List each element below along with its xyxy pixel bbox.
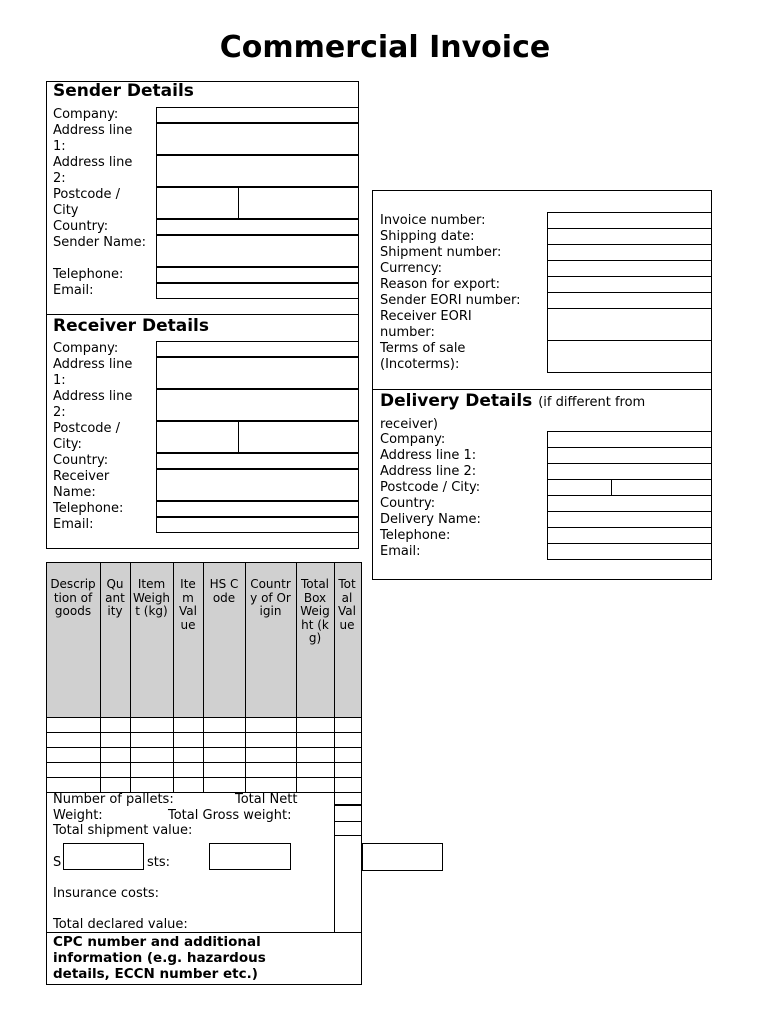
col-header-item-value: Item Value (179, 578, 197, 632)
total-gross-weight-field[interactable] (334, 805, 362, 822)
delivery-city-field[interactable] (611, 479, 712, 496)
receiver-company-field[interactable] (156, 341, 359, 357)
receiver-email-label: Email: (53, 517, 94, 532)
invoice-number-label: Invoice number: (380, 213, 486, 228)
col-sep (245, 562, 246, 792)
cpc-info: CPC number and additional information (e.g. hazardous details, ECCN number etc.) (53, 934, 266, 982)
sender-address2-field[interactable] (156, 155, 359, 187)
col-header-description: Description of goods (50, 578, 96, 618)
shipping-costs-label-end: sts: (147, 855, 171, 870)
delivery-company-field[interactable] (547, 431, 712, 448)
shipping-costs-total-field[interactable] (362, 843, 443, 871)
row-line (46, 732, 362, 733)
insurance-costs-label: Insurance costs: (53, 886, 160, 901)
receiver-name-field[interactable] (156, 469, 359, 501)
invoice-number-field[interactable] (547, 212, 712, 229)
delivery-heading-note: (if different from receiver) (380, 395, 646, 432)
receiver-postcode-city-label: Postcode / City: (53, 421, 121, 452)
sender-postcode-city-label: Postcode / City (53, 187, 121, 218)
delivery-country-field[interactable] (547, 495, 712, 512)
sender-eori-label: Sender EORI number: (380, 293, 521, 308)
receiver-heading: Receiver Details (53, 316, 209, 336)
total-shipment-value-label: Total shipment value: (53, 823, 193, 838)
reason-for-export-label: Reason for export: (380, 277, 501, 292)
delivery-telephone-label: Telephone: (380, 528, 451, 543)
shipping-costs-field[interactable] (209, 843, 291, 870)
sender-city-field[interactable] (238, 187, 359, 219)
receiver-address2-field[interactable] (156, 389, 359, 421)
page-title: Commercial Invoice (219, 30, 551, 65)
delivery-heading-title: Delivery Details (380, 391, 533, 411)
receiver-country-label: Country: (53, 453, 109, 468)
sender-eori-field[interactable] (547, 292, 712, 309)
col-sep (130, 562, 131, 792)
total-nett-weight-label: Total Nett Weight: (53, 792, 298, 823)
sender-address1-label: Address line 1: (53, 123, 133, 154)
sender-postcode-field[interactable] (156, 187, 239, 219)
row-line (46, 747, 362, 748)
sender-email-label: Email: (53, 283, 94, 298)
sender-address1-field[interactable] (156, 123, 359, 155)
delivery-name-field[interactable] (547, 511, 712, 528)
delivery-address1-label: Address line 1: (380, 448, 477, 463)
section-divider (372, 389, 712, 390)
sender-address2-label: Address line 2: (53, 155, 133, 186)
shipping-date-field[interactable] (547, 228, 712, 245)
delivery-name-label: Delivery Name: (380, 512, 481, 527)
total-shipment-value-field[interactable] (334, 821, 362, 836)
sender-heading: Sender Details (53, 81, 194, 101)
section-divider (46, 314, 359, 315)
shipping-date-label: Shipping date: (380, 229, 475, 244)
delivery-email-field[interactable] (547, 543, 712, 560)
receiver-address1-field[interactable] (156, 357, 359, 389)
receiver-country-field[interactable] (156, 453, 359, 469)
receiver-email-field[interactable] (156, 517, 359, 533)
receiver-address1-label: Address line 1: (53, 357, 133, 388)
sender-telephone-label: Telephone: (53, 267, 124, 282)
row-line (46, 717, 362, 718)
sender-company-field[interactable] (156, 107, 359, 123)
receiver-eori-label: Receiver EORI number: (380, 309, 472, 340)
col-header-total-box-weight: Total Box Weight (kg) (300, 578, 330, 645)
delivery-address2-label: Address line 2: (380, 464, 477, 479)
receiver-company-label: Company: (53, 341, 119, 356)
receiver-name-label: Receiver Name: (53, 469, 110, 500)
shipping-costs-overlay-field[interactable] (63, 843, 144, 870)
sender-country-field[interactable] (156, 219, 359, 235)
col-sep (296, 562, 297, 792)
total-gross-weight-label: Total Gross weight: (168, 808, 292, 823)
col-sep (173, 562, 174, 792)
sender-email-field[interactable] (156, 283, 359, 299)
sender-company-label: Company: (53, 107, 119, 122)
col-header-item-weight: Item Weight (kg) (132, 578, 171, 618)
col-header-country-of-origin: Country of Origin (250, 578, 291, 618)
cpc-divider (46, 932, 362, 933)
currency-field[interactable] (547, 260, 712, 277)
col-header-total-value: Total Value (338, 578, 356, 632)
row-line (46, 777, 362, 778)
receiver-telephone-label: Telephone: (53, 501, 124, 516)
sender-name-label: Sender Name: (53, 235, 146, 250)
col-header-hs-code: HS Code (209, 578, 239, 605)
delivery-postcode-field[interactable] (547, 479, 612, 496)
col-sep (100, 562, 101, 792)
delivery-company-label: Company: (380, 432, 446, 447)
total-declared-value-label: Total declared value: (53, 917, 188, 932)
reason-for-export-field[interactable] (547, 276, 712, 293)
receiver-eori-field[interactable] (547, 308, 712, 341)
sender-country-label: Country: (53, 219, 109, 234)
delivery-postcode-city-label: Postcode / City: (380, 480, 481, 495)
receiver-address2-label: Address line 2: (53, 389, 133, 420)
delivery-telephone-field[interactable] (547, 527, 712, 544)
receiver-city-field[interactable] (238, 421, 359, 453)
total-nett-weight-field[interactable] (334, 792, 362, 805)
col-header-quantity: Quantity (105, 578, 125, 618)
receiver-postcode-field[interactable] (156, 421, 239, 453)
currency-label: Currency: (380, 261, 443, 276)
number-of-pallets-label: Number of pallets: (53, 792, 174, 807)
row-line (46, 762, 362, 763)
delivery-heading (380, 391, 705, 435)
col-sep (203, 562, 204, 792)
delivery-address2-field[interactable] (547, 463, 712, 480)
shipping-costs-label-start: S (53, 855, 62, 870)
shipment-number-label: Shipment number: (380, 245, 502, 260)
receiver-telephone-field[interactable] (156, 501, 359, 517)
terms-of-sale-label: Terms of sale (Incoterms): (380, 341, 466, 372)
delivery-address1-field[interactable] (547, 447, 712, 464)
delivery-email-label: Email: (380, 544, 421, 559)
terms-of-sale-field[interactable] (547, 340, 712, 373)
sender-telephone-field[interactable] (156, 267, 359, 283)
shipment-number-field[interactable] (547, 244, 712, 261)
sender-name-field[interactable] (156, 235, 359, 267)
delivery-country-label: Country: (380, 496, 436, 511)
